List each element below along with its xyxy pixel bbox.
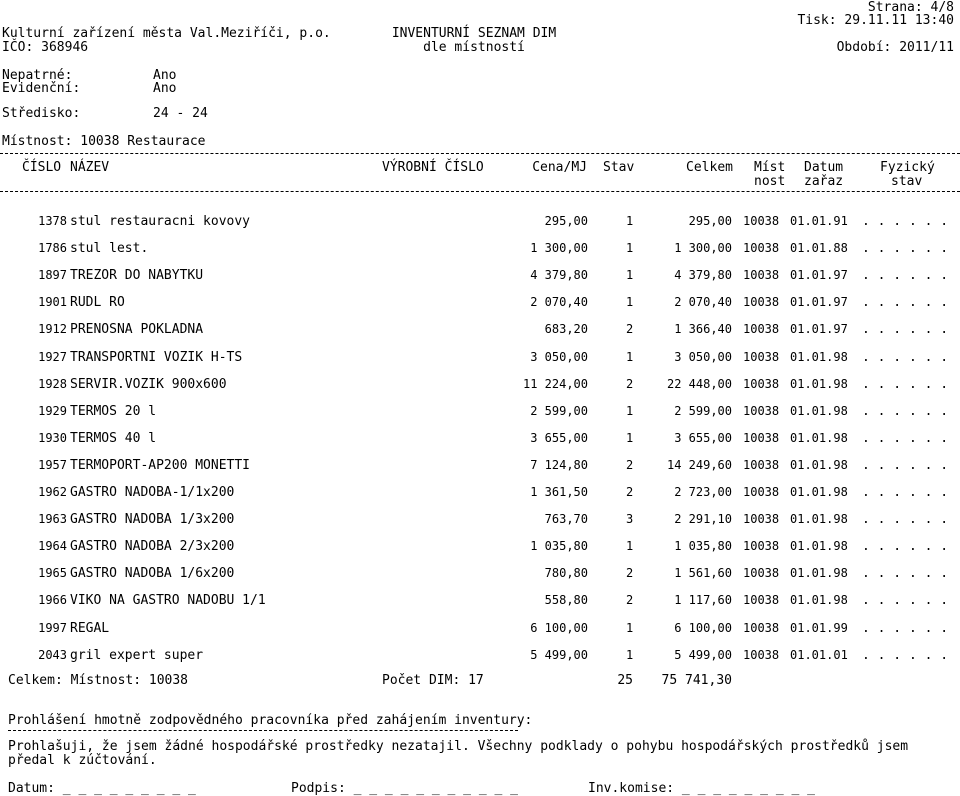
cell-stav: 2 [626,458,634,472]
cell-mist: 10038 [743,648,780,662]
cell-celkem: 3 050,00 [674,350,732,364]
cell-fyzicky: . . . . . . [862,350,949,365]
stredisko-label: Středisko: [2,106,81,121]
cell-nazev: REGAL [70,621,110,636]
datum-field: Datum: _ _ _ _ _ _ _ _ _ [8,781,196,796]
cell-stav: 2 [626,566,634,580]
cell-cena: 6 100,00 [530,621,588,635]
cell-celkem: 1 561,60 [674,566,732,580]
cell-mist: 10038 [743,431,780,445]
cell-datum: 01.01.99 [790,621,848,635]
organization-name: Kulturní zařízení města Val.Meziříči, p.o. [2,26,331,41]
cell-nazev: TRANSPORTNI VOZIK H-TS [70,350,243,365]
cell-datum: 01.01.01 [790,648,848,662]
divider-header [0,191,960,192]
col-celkem: Celkem [686,160,733,175]
totals-label: Celkem: Místnost: 10038 [8,673,189,688]
print-timestamp: Tisk: 29.11.11 13:40 [797,13,954,28]
evidencni-value: Ano [153,81,177,96]
cell-mist: 10038 [743,350,780,364]
cell-cislo: 1966 [38,593,67,607]
cell-fyzicky: . . . . . . [862,431,949,446]
cell-celkem: 295,00 [688,214,732,228]
cell-stav: 2 [626,485,634,499]
cell-datum: 01.01.98 [790,404,848,418]
cell-celkem: 2 599,00 [674,404,732,418]
cell-celkem: 5 499,00 [674,648,732,662]
cell-stav: 1 [626,648,634,662]
cell-mist: 10038 [743,268,780,282]
cell-celkem: 1 117,60 [674,593,732,607]
cell-mist: 10038 [743,593,780,607]
cell-celkem: 2 291,10 [674,512,732,526]
cell-cena: 683,20 [544,322,588,336]
cell-datum: 01.01.98 [790,566,848,580]
podpis-field: Podpis: _ _ _ _ _ _ _ _ _ _ _ [291,781,518,796]
cell-stav: 3 [626,512,634,526]
cell-fyzicky: . . . . . . [862,512,949,527]
cell-fyzicky: . . . . . . [862,648,949,663]
cell-fyzicky: . . . . . . [862,485,949,500]
cell-celkem: 3 655,00 [674,431,732,445]
cell-cena: 295,00 [544,214,588,228]
cell-celkem: 2 723,00 [674,485,732,499]
cell-cena: 2 599,00 [530,404,588,418]
totals-stav: 25 [617,673,633,688]
col-cena: Cena/MJ [532,160,587,175]
divider-top [0,153,960,154]
cell-cislo: 1929 [38,404,67,418]
cell-mist: 10038 [743,621,780,635]
col-fyzicky-2: stav [891,174,923,189]
cell-datum: 01.01.97 [790,268,848,282]
cell-celkem: 1 035,80 [674,539,732,553]
cell-datum: 01.01.98 [790,458,848,472]
col-mist: Míst [754,160,786,175]
cell-cena: 5 499,00 [530,648,588,662]
cell-datum: 01.01.98 [790,512,848,526]
cell-cislo: 1378 [38,214,67,228]
cell-nazev: SERVIR.VOZIK 900x600 [70,377,227,392]
cell-datum: 01.01.98 [790,377,848,391]
nepatrne-label: Nepatrné: [2,68,73,83]
cell-cislo: 2043 [38,648,67,662]
cell-nazev: TREZOR DO NABYTKU [70,268,204,283]
cell-fyzicky: . . . . . . [862,404,949,419]
cell-cena: 780,80 [544,566,588,580]
cell-stav: 1 [626,539,634,553]
col-vyrobni: VÝROBNÍ ČÍSLO [382,160,484,175]
cell-celkem: 1 366,40 [674,322,732,336]
nepatrne-value: Ano [153,68,177,83]
cell-nazev: TERMOPORT-AP200 MONETTI [70,458,251,473]
declaration-line-2: předal k zúčtování. [8,753,157,768]
cell-cislo: 1927 [38,350,67,364]
col-datum-2: zařaz [804,174,844,189]
period: Období: 2011/11 [836,40,954,55]
cell-fyzicky: . . . . . . [862,322,949,337]
cell-celkem: 4 379,80 [674,268,732,282]
declaration-line-1: Prohlašuji, že jsem žádné hospodářské prostředky nezatajil. Všechny podklady o pohybu hospodářských prostředků jsem [8,739,909,754]
cell-cena: 1 035,80 [530,539,588,553]
cell-fyzicky: . . . . . . [862,295,949,310]
cell-stav: 2 [626,322,634,336]
cell-datum: 01.01.98 [790,539,848,553]
cell-mist: 10038 [743,322,780,336]
cell-datum: 01.01.88 [790,241,848,255]
cell-celkem: 1 300,00 [674,241,732,255]
cell-fyzicky: . . . . . . [862,593,949,608]
declaration-title: Prohlášení hmotně zodpovědného pracovníka před zahájením inventury: [8,713,533,728]
cell-cena: 763,70 [544,512,588,526]
cell-cena: 2 070,40 [530,295,588,309]
cell-celkem: 6 100,00 [674,621,732,635]
col-stav: Stav [603,160,635,175]
cell-cislo: 1897 [38,268,67,282]
cell-stav: 1 [626,621,634,635]
cell-stav: 1 [626,404,634,418]
cell-cislo: 1912 [38,322,67,336]
cell-celkem: 2 070,40 [674,295,732,309]
cell-mist: 10038 [743,539,780,553]
totals-celkem: 75 741,30 [661,673,732,688]
cell-cena: 3 655,00 [530,431,588,445]
cell-mist: 10038 [743,512,780,526]
cell-mist: 10038 [743,214,780,228]
cell-cena: 11 224,00 [522,377,588,391]
cell-mist: 10038 [743,295,780,309]
cell-celkem: 22 448,00 [666,377,732,391]
cell-stav: 1 [626,268,634,282]
cell-cena: 1 361,50 [530,485,588,499]
col-mist-2: nost [754,174,786,189]
col-datum: Datum [804,160,844,175]
cell-mist: 10038 [743,485,780,499]
cell-fyzicky: . . . . . . [862,566,949,581]
report-title: INVENTURNÍ SEZNAM DIM [391,26,557,41]
cell-cislo: 1928 [38,377,67,391]
cell-cena: 3 050,00 [530,350,588,364]
cell-cislo: 1957 [38,458,67,472]
stredisko-value: 24 - 24 [153,106,208,121]
cell-mist: 10038 [743,241,780,255]
declaration-divider [8,730,518,731]
cell-nazev: TERMOS 40 l [70,431,157,446]
cell-cislo: 1930 [38,431,67,445]
cell-nazev: GASTRO NADOBA 1/3x200 [70,512,235,527]
cell-stav: 2 [626,593,634,607]
cell-datum: 01.01.91 [790,214,848,228]
cell-fyzicky: . . . . . . [862,621,949,636]
cell-nazev: PRENOSNA POKLADNA [70,322,204,337]
col-cislo: ČÍSLO [22,160,62,175]
cell-nazev: GASTRO NADOBA 1/6x200 [70,566,235,581]
cell-nazev: GASTRO NADOBA-1/1x200 [70,485,235,500]
totals-count: Počet DIM: 17 [382,673,484,688]
cell-fyzicky: . . . . . . [862,377,949,392]
cell-cena: 558,80 [544,593,588,607]
cell-mist: 10038 [743,404,780,418]
cell-nazev: GASTRO NADOBA 2/3x200 [70,539,235,554]
cell-nazev: gril expert super [70,648,204,663]
cell-cislo: 1963 [38,512,67,526]
cell-cislo: 1901 [38,295,67,309]
cell-fyzicky: . . . . . . [862,458,949,473]
cell-stav: 1 [626,295,634,309]
cell-stav: 1 [626,214,634,228]
cell-cena: 7 124,80 [530,458,588,472]
cell-cena: 4 379,80 [530,268,588,282]
cell-celkem: 14 249,60 [666,458,732,472]
cell-nazev: RUDL RO [70,295,125,310]
komise-field: Inv.komise: _ _ _ _ _ _ _ _ _ [588,781,815,796]
cell-datum: 01.01.98 [790,593,848,607]
col-fyzicky: Fyzický [880,160,935,175]
cell-stav: 1 [626,431,634,445]
ico: IČO: 368946 [2,40,89,55]
cell-datum: 01.01.98 [790,350,848,364]
cell-nazev: TERMOS 20 l [70,404,157,419]
cell-datum: 01.01.97 [790,295,848,309]
col-nazev: NÁZEV [70,160,110,175]
cell-cislo: 1997 [38,621,67,635]
cell-datum: 01.01.97 [790,322,848,336]
cell-stav: 1 [626,350,634,364]
cell-cislo: 1786 [38,241,67,255]
cell-nazev: VIKO NA GASTRO NADOBU 1/1 [70,593,266,608]
cell-fyzicky: . . . . . . [862,214,949,229]
cell-datum: 01.01.98 [790,431,848,445]
cell-cislo: 1964 [38,539,67,553]
cell-datum: 01.01.98 [790,485,848,499]
page-number: Strana: 4/8 [867,0,954,15]
cell-fyzicky: . . . . . . [862,241,949,256]
cell-mist: 10038 [743,566,780,580]
cell-mist: 10038 [743,377,780,391]
cell-fyzicky: . . . . . . [862,268,949,283]
room-heading: Místnost: 10038 Restaurace [2,134,206,149]
cell-cena: 1 300,00 [530,241,588,255]
cell-cislo: 1965 [38,566,67,580]
report-subtitle: dle místností [423,40,525,55]
cell-mist: 10038 [743,458,780,472]
cell-nazev: stul lest. [70,241,149,256]
cell-stav: 2 [626,377,634,391]
evidencni-label: Evidenční: [2,81,81,96]
cell-fyzicky: . . . . . . [862,539,949,554]
cell-stav: 1 [626,241,634,255]
cell-cislo: 1962 [38,485,67,499]
cell-nazev: stul restauracni kovovy [70,214,251,229]
